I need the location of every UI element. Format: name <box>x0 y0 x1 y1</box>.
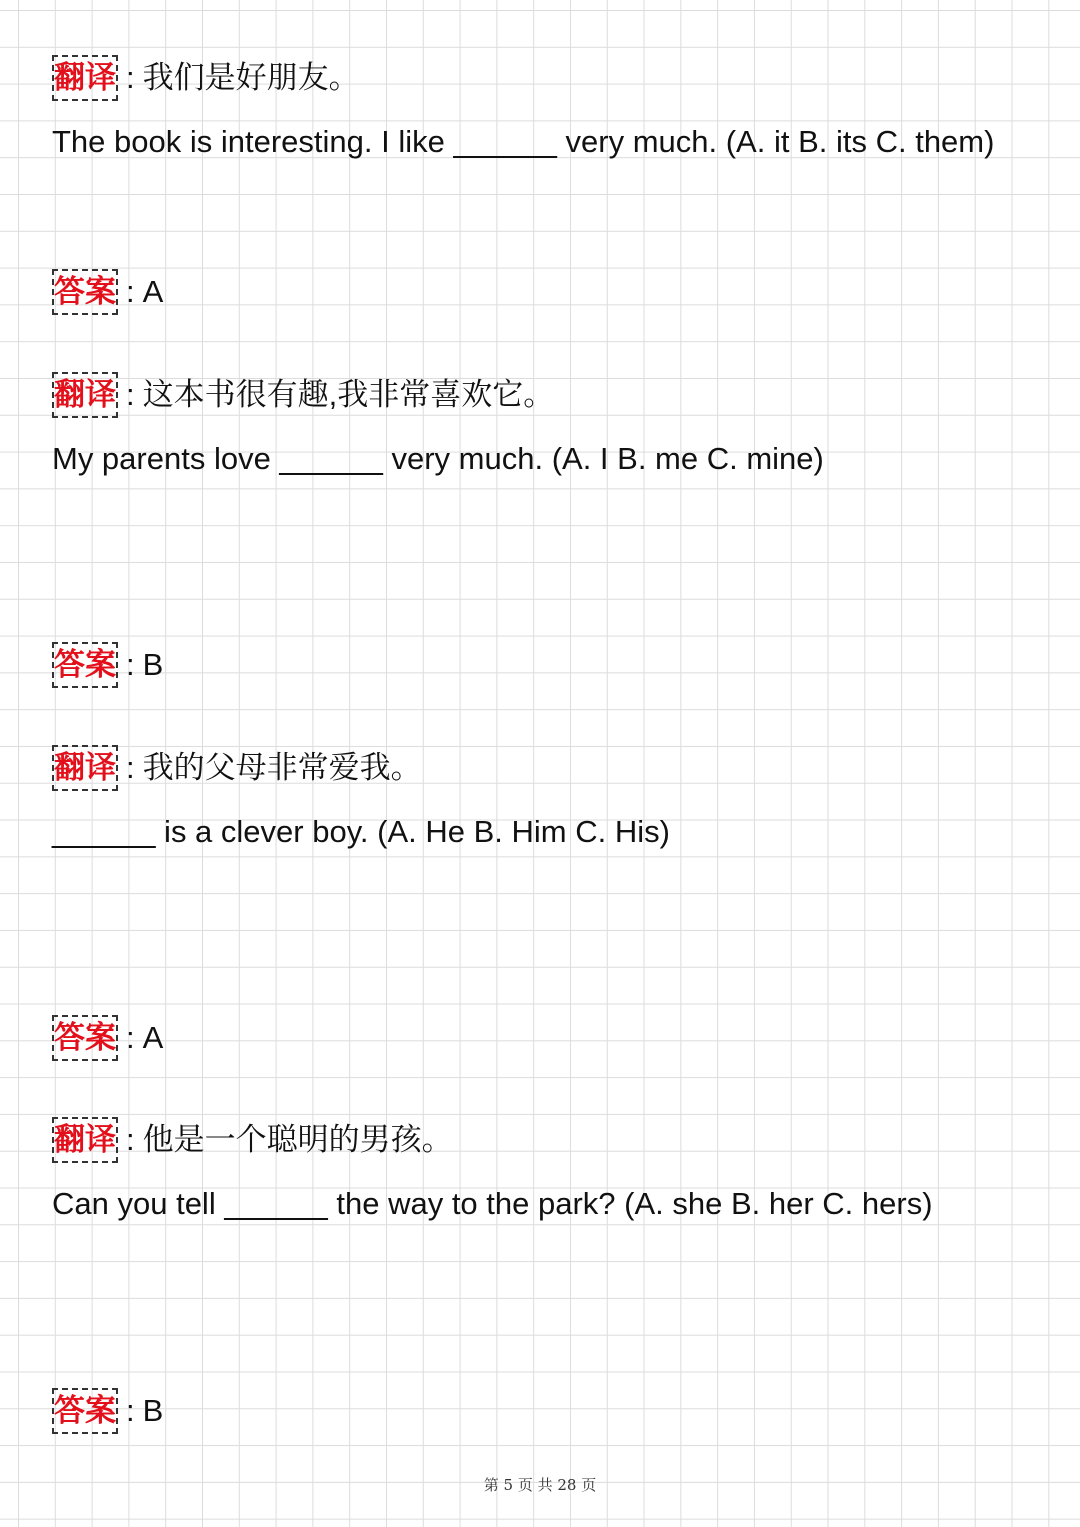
question-line <box>52 1182 1020 1226</box>
translation-text: 我们是好朋友。 <box>142 59 360 95</box>
translation-line <box>52 744 1020 791</box>
translation-line <box>52 371 1020 418</box>
answer-line <box>52 1387 1020 1434</box>
translation-tag: 翻译 <box>52 745 118 791</box>
translation-line <box>52 1116 1020 1163</box>
translation-tag: 翻译 <box>52 1117 118 1163</box>
separator: : <box>126 1019 135 1055</box>
page-indicator: 第 5 页 共 28 页 <box>483 1476 597 1494</box>
question-text: Can you tell ______ the way to the park? (A. she B. her C. hers) <box>52 1186 933 1221</box>
translation-line <box>52 54 1020 101</box>
answer-text: A <box>142 273 164 309</box>
separator: : <box>126 646 135 682</box>
answer-text: B <box>142 646 164 682</box>
translation-text: 这本书很有趣,我非常喜欢它。 <box>142 376 555 412</box>
translation-tag: 翻译 <box>52 372 118 418</box>
question-line <box>52 437 1020 481</box>
answer-line <box>52 268 1020 315</box>
answer-tag: 答案 <box>52 269 118 315</box>
answer-tag: 答案 <box>52 1388 118 1434</box>
separator: : <box>126 376 135 412</box>
answer-line <box>52 641 1020 688</box>
translation-tag: 翻译 <box>52 55 118 101</box>
translation-text: 他是一个聪明的男孩。 <box>142 1121 453 1157</box>
separator: : <box>126 273 135 309</box>
separator: : <box>126 1121 135 1157</box>
separator: : <box>126 1392 135 1428</box>
separator: : <box>126 59 135 95</box>
answer-tag: 答案 <box>52 642 118 688</box>
answer-line <box>52 1014 1020 1061</box>
question-text: My parents love ______ very much. (A. I B. me C. mine) <box>52 441 824 476</box>
question-line <box>52 120 1020 164</box>
answer-tag: 答案 <box>52 1015 118 1061</box>
answer-text: B <box>142 1392 164 1428</box>
separator: : <box>126 749 135 785</box>
question-text: The book is interesting. I like ______ very much. (A. it B. its C. them) <box>52 124 995 159</box>
answer-text: A <box>142 1019 164 1055</box>
question-text: ______ is a clever boy. (A. He B. Him C. His) <box>52 814 670 849</box>
translation-text: 我的父母非常爱我。 <box>142 749 422 785</box>
question-line <box>52 810 1020 854</box>
